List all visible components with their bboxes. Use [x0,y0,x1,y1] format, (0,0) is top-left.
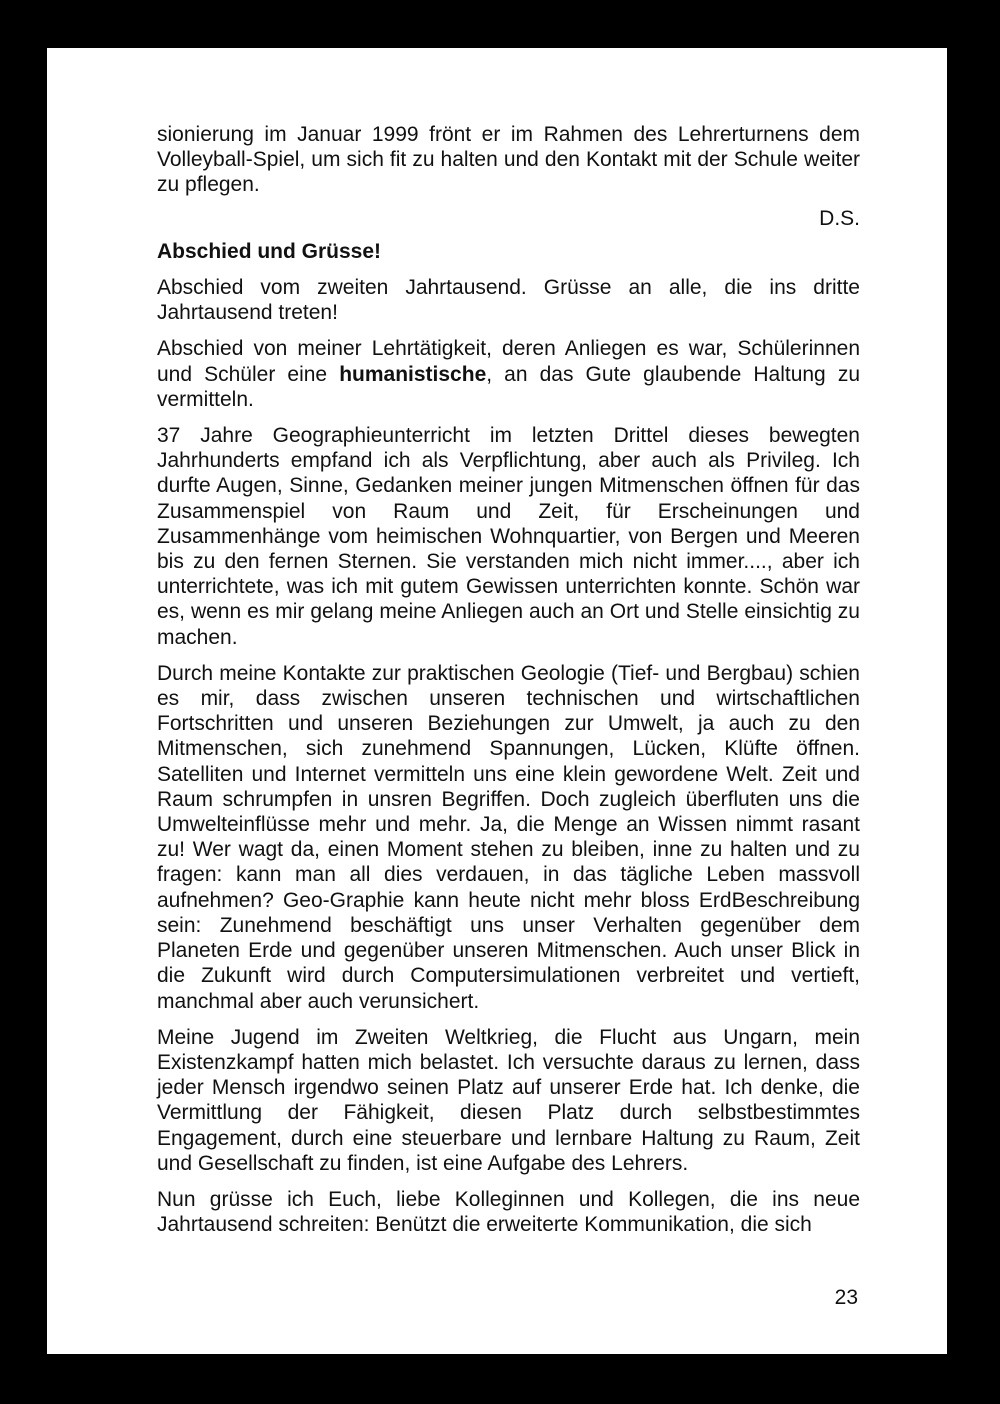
document-page [47,48,947,1354]
paragraph-youth: Meine Jugend im Zweiten Weltkrieg, die Flucht aus Ungarn, mein Existenzkampf hatten mich belastet. Ich versuchte daraus zu lernen, dass jeder Mensch irgendwo seinen Platz auf unserer Erde hat. Ich denke, die Vermittlung der Fähigkeit, diesen Platz durch selbstbestimmtes Engagement, durch eine steuerbare und lernbare Haltung zu Raum, Zeit und Gesellschaft zu finden, ist eine Aufgabe des Lehrers. [157,1025,860,1175]
signature: D.S. [819,206,860,230]
page-text [157,122,860,1248]
page-number: 23 [834,1286,858,1309]
paragraph-geography-teaching: 37 Jahre Geographieunterricht im letzten Drittel dieses bewegten Jahrhunderts empfand ich als Verpflichtung, aber auch als Privileg. Ich durfte Augen, Sinne, Gedanken meiner jungen Mitmenschen öffnen für das Zusammenspiel von Raum und Zeit, für Erscheinungen und Zusammenhänge vom heimischen Wohnquartier, von Bergen und Meeren bis zu den fernen Sternen. Sie verstanden mich nicht immer...., aber ich unterrichtete, was ich mit gutem Gewissen unterrichten konnte. Schön war es, wenn es mir gelang meine Anliegen auch an Ort und Stelle einsichtig zu machen. [157,424,860,649]
paragraph-text: Abschied von meiner Lehrtätigkeit, deren Anliegen es war, Schülerinnen und Schüler eine [157,337,860,386]
paragraph-text: , an das Gute glaubende Haltung zu vermitteln. [157,362,860,411]
paragraph-farewell-teaching [157,336,860,412]
intro-paragraph: sionierung im Januar 1999 frönt er im Rahmen des Lehrerturnens dem Volleyball-Spiel, um sich fit zu halten und den Kontakt mit der Schule weiter zu pflegen. [157,123,860,197]
bold-term: humanistische [339,362,487,386]
paragraph-geology-contacts: Durch meine Kontakte zur praktischen Geologie (Tief- und Bergbau) schien es mir, dass zwischen unseren technischen und wirtschaftlichen Fortschritten und unseren Beziehungen zur Umwelt, ja auch zu den Mitmenschen, sich zunehmend Spannungen, Lücken, Klüfte öffnen. Satelliten und Internet vermitteln uns eine klein gewordene Welt. Zeit und Raum schrumpfen in unsren Begriffen. Doch zugleich überfluten uns die Umwelteinflüsse mehr und mehr. Ja, die Menge an Wissen nimmt rasant zu! Wer wagt da, einen Moment stehen zu bleiben, inne zu halten und zu fragen: kann man all dies verdauen, in das tägliche Leben massvoll aufnehmen? Geo-Graphie kann heute nicht mehr bloss ErdBeschreibung sein: Zunehmend beschäftigt uns unser Verhalten gegenüber dem Planeten Erde und gegenüber unseren Mitmenschen. Auch unser Blick in die Zukunft wird durch Computersimulationen verbreitet und vertieft, manchmal aber auch verunsichert. [157,661,860,1013]
paragraph-farewell-millennium: Abschied vom zweiten Jahrtausend. Grüsse an alle, die ins dritte Jahrtausend treten! [157,276,860,325]
section-heading: Abschied und Grüsse! [157,239,382,263]
paragraph-greeting: Nun grüsse ich Euch, liebe Kolleginnen und Kollegen, die ins neue Jahrtausend schreiten: Benützt die erweiterte Kommunikation, die sich [157,1187,860,1237]
